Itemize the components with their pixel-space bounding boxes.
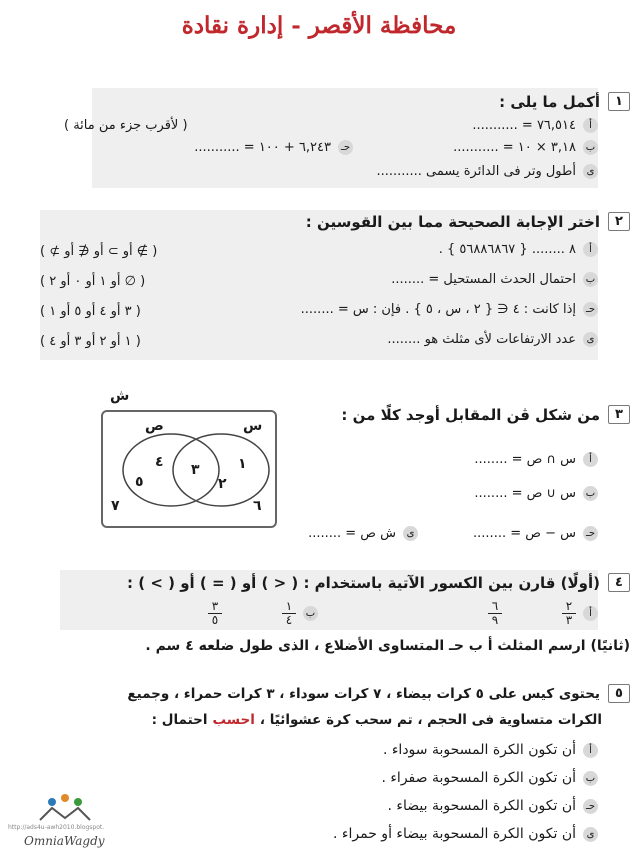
item-marker: حـ [583, 302, 598, 317]
q4-heading-row [12, 573, 630, 592]
q5-line1: يحتوى كيس على ٥ كرات بيضاء ، ٧ كرات سوداء ، ٣ كرات حمراء ، وجميع [127, 685, 600, 702]
venn-outside-1: ٧ [111, 498, 120, 514]
q5-item-c [388, 798, 598, 814]
q3-heading: من شكل ڤن المقابل أوجد كلًا من : [341, 405, 600, 424]
item-marker: ب [583, 272, 598, 287]
q1-number: ١ [608, 92, 630, 111]
venn-diagram [101, 410, 277, 528]
numerator: ٣ [211, 599, 219, 613]
item-marker: ى [583, 164, 598, 179]
denominator: ٩ [491, 613, 499, 627]
q5-item-a [383, 742, 598, 758]
q1-item-c [194, 140, 353, 155]
q1-item-d [376, 164, 598, 179]
q2-number: ٢ [608, 212, 630, 231]
q4-item-a [488, 600, 598, 627]
item-marker: حـ [583, 526, 598, 541]
q2-item-b [391, 272, 598, 287]
q4-part2-row [12, 638, 630, 654]
page-title: محافظة الأقصر - إدارة نقادة [181, 12, 457, 39]
item-marker: ى [403, 526, 418, 541]
q2-heading: اختر الإجابة الصحيحة مما بين القوسين : [305, 212, 600, 231]
q1-heading-row [12, 92, 630, 111]
venn-circle-b [123, 434, 219, 506]
venn-universe-label: ش [110, 388, 130, 404]
footer-brand: OmniaWagdy [24, 834, 105, 848]
q5-line2b: احسب [212, 712, 255, 728]
q1-item-a [472, 118, 598, 133]
item-marker: ب [583, 771, 598, 786]
q3-item-c [473, 526, 598, 541]
q4-item-b [208, 600, 318, 627]
item-marker: أ [583, 242, 598, 257]
q3-number: ٣ [608, 405, 630, 424]
denominator: ٤ [285, 613, 293, 627]
q5-line2-row [12, 712, 602, 728]
item-text: إذا كانت : ٤ ∈ { ٢ ، س ، ٥ } . فإن : س = ........ [300, 302, 576, 317]
item-marker: أ [583, 118, 598, 133]
q1-item-b [453, 140, 598, 155]
item-text: أن تكون الكرة المسحوبة سوداء . [382, 742, 576, 758]
q2-item-d [387, 332, 598, 347]
footer-url: http://ads4u-awh2010.blogspot. [8, 824, 105, 831]
venn-outside-2: ٦ [253, 498, 262, 514]
item-marker: أ [583, 452, 598, 467]
item-text: ٧٦,٥١٤ = ........... [472, 118, 576, 133]
item-marker: أ [583, 743, 598, 758]
item-marker: ب [303, 606, 318, 621]
item-marker: ب [583, 140, 598, 155]
item-text: أطول وتر فى الدائرة يسمى ........... [376, 164, 576, 179]
q2-options-a: ( ∌ أو ⊃ أو ∉ أو ⊅ ) [40, 244, 158, 259]
item-text: أن تكون الكرة المسحوبة بيضاء أو حمراء . [333, 826, 576, 842]
item-text: س − ص = ........ [473, 526, 576, 541]
q2-options-b: ( ∅ أو ١ أو ٠ أو ٢ ) [40, 274, 146, 289]
item-text: س ∩ ص = ........ [474, 452, 576, 467]
q5-number: ٥ [608, 684, 630, 703]
denominator: ٣ [565, 613, 573, 627]
item-marker: ى [583, 827, 598, 842]
item-marker: ب [583, 486, 598, 501]
denominator: ٥ [211, 613, 219, 627]
q2-options-d: ( ١ أو ٢ أو ٣ أو ٤ ) [40, 334, 141, 349]
q4-number: ٤ [608, 573, 630, 592]
item-text: ٨ ........ { ٥٦٨٨٦٨٦٧ } . [438, 242, 576, 257]
item-text: عدد الارتفاعات لأى مثلث هو ........ [387, 332, 576, 347]
q5-item-d [333, 826, 598, 842]
fraction-b2 [208, 600, 222, 627]
q2-heading-row [12, 212, 630, 231]
q5-line1-row [12, 684, 630, 703]
q1-note: ( لأقرب جزء من مائة ) [64, 118, 188, 133]
item-marker: ى [583, 332, 598, 347]
venn-set-a-label: س [243, 418, 263, 434]
q1-heading: أكمل ما يلى : [499, 92, 600, 111]
q2-options-c: ( ٣ أو ٤ أو ٥ أو ١ ) [40, 304, 141, 319]
venn-only-a-2: ٢ [218, 476, 227, 492]
q3-item-a [474, 452, 598, 467]
venn-only-b-2: ٥ [135, 474, 144, 490]
q2-item-c [301, 302, 598, 317]
numerator: ٢ [565, 599, 573, 613]
item-text: س ∪ ص = ........ [474, 486, 576, 501]
q3-item-b [474, 486, 598, 501]
q4-heading: (أولًا) قارن بين الكسور الآتية باستخدام : ( < ) أو ( = ) أو ( > ) : [127, 573, 600, 592]
item-text: ٣,١٨ × ١٠ = ........... [453, 140, 576, 155]
venn-only-b-1: ٤ [155, 454, 164, 470]
item-marker: أ [583, 606, 598, 621]
q4-part2: (ثانيًا) ارسم المثلث أ ب حـ المتساوى الأضلاع ، الذى طول ضلعه ٤ سم . [145, 638, 630, 654]
venn-both: ٣ [191, 462, 200, 478]
item-text: أن تكون الكرة المسحوبة صفراء . [381, 770, 576, 786]
venn-circle-a [173, 434, 269, 506]
q3-item-d [308, 526, 418, 541]
item-text: ش ص = ........ [308, 526, 396, 541]
item-text: ٦,٢٤٣ + ١٠٠ = ........... [194, 140, 331, 155]
q5-line2c: احتمال : [151, 712, 208, 728]
fraction-b1 [282, 600, 296, 627]
numerator: ٦ [491, 599, 499, 613]
item-marker: حـ [338, 140, 353, 155]
venn-set-b-label: ص [145, 418, 164, 434]
numerator: ١ [285, 599, 293, 613]
q5-line2a: الكرات متساوية فى الحجم ، تم سحب كرة عشوائيًا ، [259, 712, 602, 728]
item-text: أن تكون الكرة المسحوبة بيضاء . [387, 798, 576, 814]
item-text: احتمال الحدث المستحيل = ........ [391, 272, 576, 287]
q5-item-b [381, 770, 598, 786]
q2-item-a [439, 242, 598, 257]
item-marker: حـ [583, 799, 598, 814]
fraction-a2 [488, 600, 502, 627]
fraction-a1 [562, 600, 576, 627]
venn-only-a-1: ١ [238, 456, 247, 472]
